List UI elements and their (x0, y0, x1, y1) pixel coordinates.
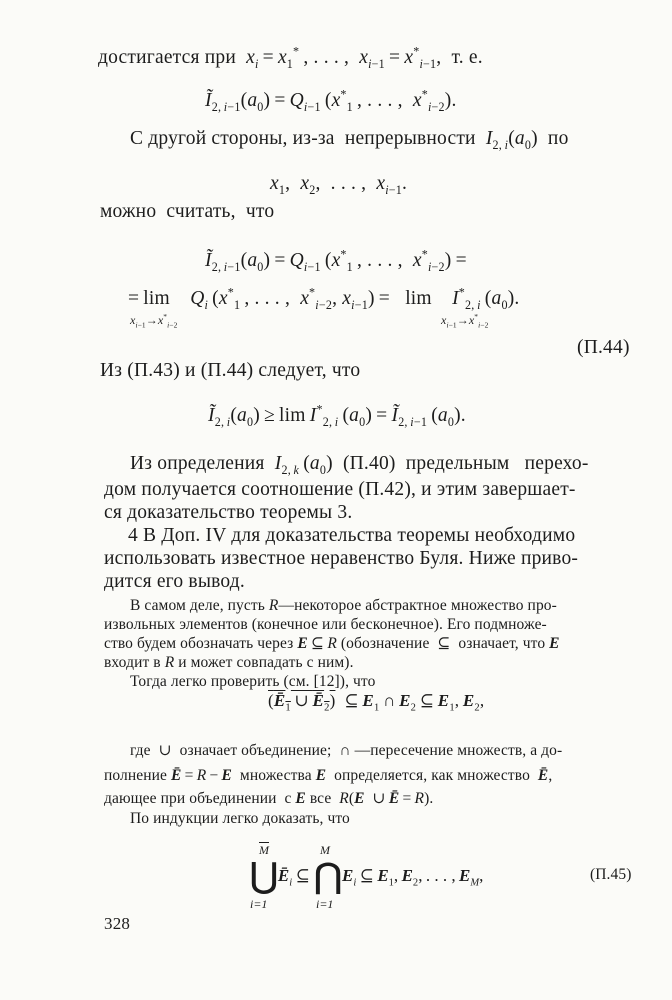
union-lower-limit: i=1 (250, 897, 268, 911)
equation-tag-P45: (П.45) (590, 866, 632, 883)
intersection-upper-limit: M (320, 843, 330, 857)
page-number: 328 (104, 914, 131, 933)
small-line-1: В самом деле, пусть R—некоторое абстрактное множество про- (130, 597, 557, 614)
formula-6: ($Ē_1$ ∪ $Ē_2$) ⊆ $E_1$ ∩ $E_2$ ⊆ $E_1$, $E_2$, (268, 691, 485, 714)
small-line-6: где ∪ означает объединение; ∩ —пересечение множеств, а до- (130, 742, 563, 759)
text-line-6: дом получается соотношение (П.42), и этим завершает- (104, 479, 576, 500)
small-line-8: дающее при объединении с E все R(E ∪ Ē = R). (104, 790, 434, 807)
intersection-lower-limit: i=1 (316, 897, 334, 911)
small-line-2: извольных элементов (конечное или бесконечное). Его подмноже- (104, 616, 547, 633)
equation-tag-P44: (П.44) (577, 337, 630, 358)
text-line-7: ся доказательство теоремы 3. (104, 502, 353, 523)
text-line-3: можно считать, что (100, 201, 275, 222)
text-line-9: использовать известное неравенство Буля. Ниже приво- (104, 548, 579, 569)
small-line-5: Тогда легко проверить (см. [12]), что (130, 673, 376, 690)
formula-2: $x_1$, $x_2$, . . . , $x_{i-1}$. (270, 173, 408, 197)
small-line-9: По индукции легко доказать, что (130, 810, 350, 827)
text-line-5: Из определения $I_{2, k}$ $(a_0)$ (П.40) предельным перехо- (130, 453, 589, 477)
text-line-1: достигается при $x_i = x_1^*$ , . . . , $x_{i-1} = x^*_{i-1}$, т. е. (98, 44, 483, 71)
text-line-4: Из (П.43) и (П.44) следует, что (100, 360, 361, 381)
formula-3: $Ĩ_{2, i-1}(a_0) = Q_{i-1}$ ($x^*_1$ , . . . , $x^*_{i-2}$) = (205, 247, 467, 274)
text-line-8: 4 В Доп. IV для доказательства теоремы необходимо (128, 525, 576, 546)
small-line-4: входит в R и может совпадать с ним). (104, 654, 354, 671)
text-line-10: дится его вывод. (104, 571, 245, 592)
union-upper-limit: $\overline{M}$ (259, 843, 269, 857)
small-line-3: ство будем обозначать через E ⊆ R (обозначение ⊆ означает, что E (104, 635, 560, 652)
formula-5: $Ĩ_{2, i}(a_0) \ge \lim I^*_{2, i}$ $(a_0)$ = $Ĩ_{2, i-1}$ $(a_0)$. (208, 402, 466, 429)
limit-subscript-2: $x_{i-1}\to x^*_{i-2}$ (441, 312, 489, 330)
formula-4: = lim $Q_i$ ($x^*_1$ , . . . , $x^*_{i-2}$, $x_{i-1}) = \lim$ $I^*_{2, i}$ $(a_0)$. (128, 285, 520, 312)
small-line-7: полнение Ē = R − E множества E определяется, как множество Ē, (104, 767, 553, 784)
formula-7: $⋃Ē_i$ ⊆ $⋂E_i$ ⊆ $E_1$, $E_2$, . . . , $E_M$, (250, 858, 484, 895)
formula-1: $Ĩ_{2, i-1}(a_0) = Q_{i-1}$ ($x^*_1$ , . . . , $x^*_{i-2}$). (205, 87, 457, 114)
text-line-2: С другой стороны, из-за непрерывности $I_{2, i}(a_0)$ по (130, 128, 569, 152)
limit-subscript-1: $x_{i-1}\to x^*_{i-2}$ (130, 312, 178, 330)
